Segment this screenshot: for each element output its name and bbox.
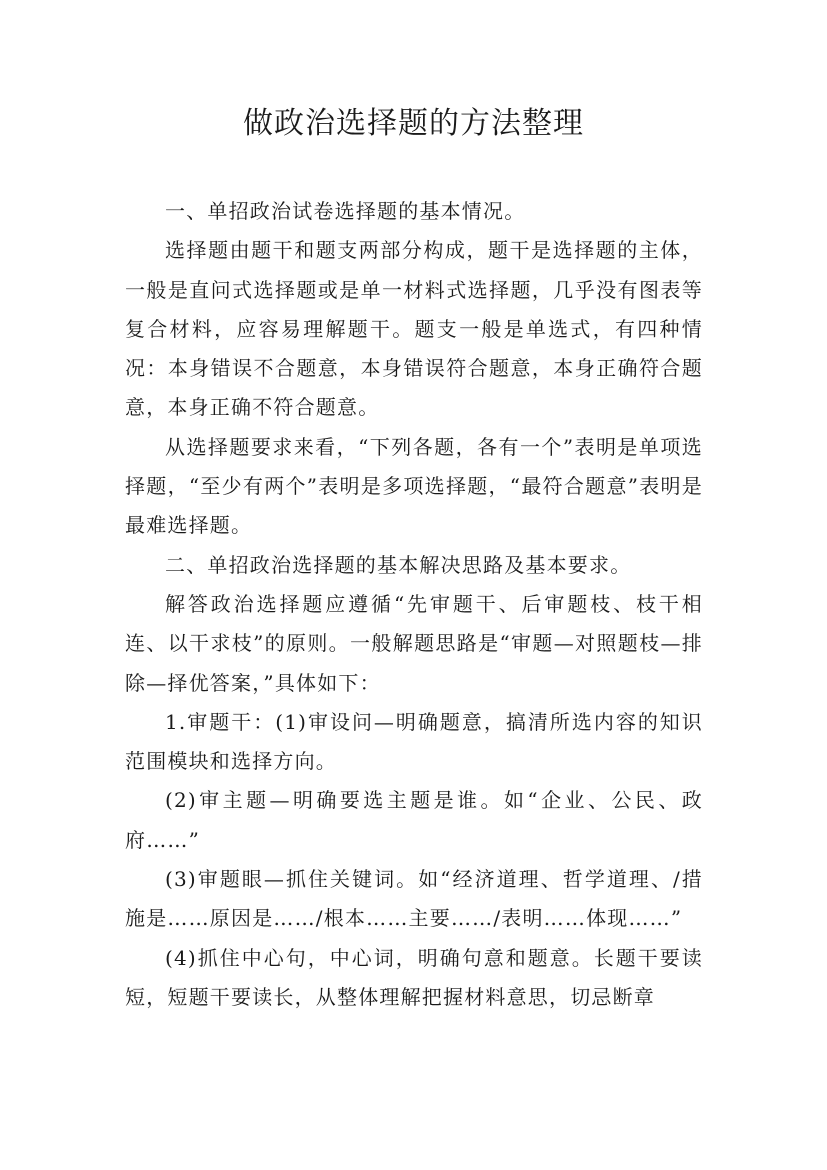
document-title: 做政治选择题的方法整理	[243, 106, 584, 141]
paragraph-section-1-heading: 一、单招政治试卷选择题的基本情况。	[165, 199, 526, 223]
paragraph: 选择题由题干和题支两部分构成，题干是选择题的主体，一般是直问式选择题或是单一材料式选择题，几乎没有图表等复合材料，应容易理解题干。题支一般是单选式，有四种情况：本身错误不合题意，本身错误符合题意，本身正确符合题意，本身正确不符合题意。	[125, 238, 703, 420]
paragraph: (3)审题眼—抓住关键词。如“经济道理、哲学道理、/措施是……原因是……/根本……主要……/表明……体现……”	[125, 867, 703, 931]
paragraph: 解答政治选择题应遵循“先审题干、后审题枝、枝干相连、以干求枝”的原则。一般解题思路是“审题—对照题枝—排除—择优答案，”具体如下：	[125, 591, 703, 695]
paragraph: (2)审主题—明确要选主题是谁。如“企业、公民、政府……”	[125, 788, 703, 852]
paragraph: 1.审题干：(1)审设问—明确题意，搞清所选内容的知识范围模块和选择方向。	[125, 709, 703, 774]
paragraph: (4)抓住中心句，中心词，明确句意和题意。长题干要读短，短题干要读长，从整体理解把握材料意思，切忌断章	[125, 945, 703, 1009]
paragraph: 从选择题要求来看，“下列各题，各有一个”表明是单项选择题，“至少有两个”表明是多项选择题，“最符合题意”表明是最难选择题。	[125, 434, 703, 538]
paragraph-section-2-heading: 二、单招政治选择题的基本解决思路及基本要求。	[165, 552, 632, 577]
document-body	[125, 192, 703, 1017]
